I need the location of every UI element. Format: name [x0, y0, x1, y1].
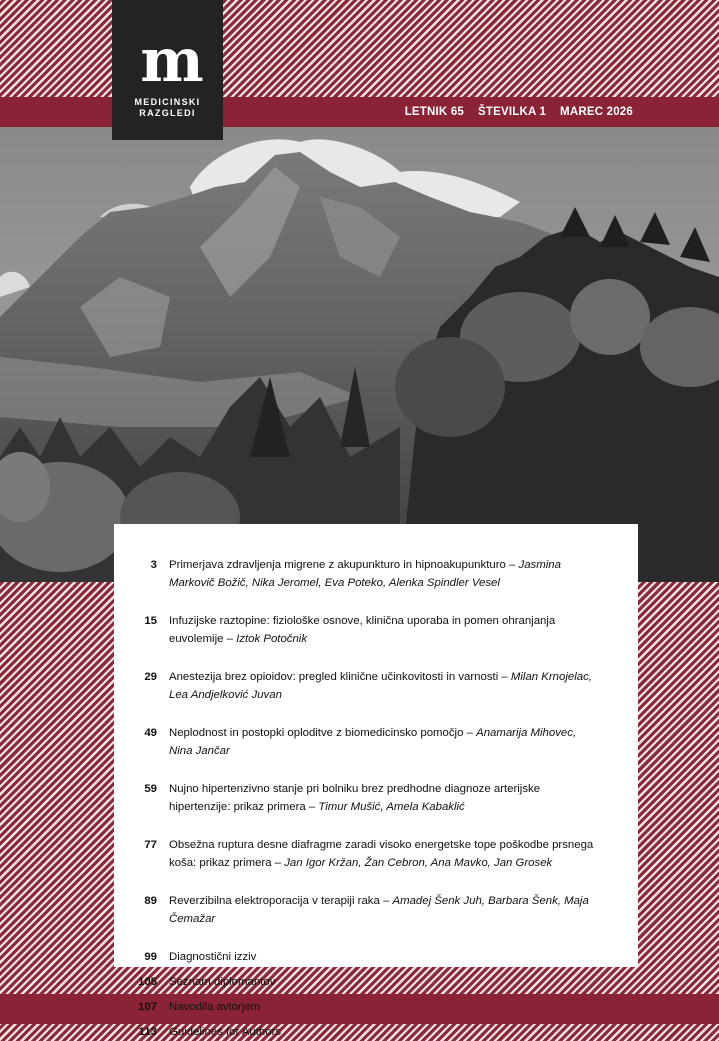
toc-title: Seznam diplomantov: [169, 976, 276, 988]
toc-entry: [114, 780, 638, 816]
journal-logo: [112, 0, 223, 140]
toc-title: Nujno hipertenzivno stanje pri bolniku brez predhodne diagnoze arterijske hipertenzije: prikaz primera –: [169, 783, 541, 813]
toc-authors: Jasmina Markovič Božič, Nika Jeromel, Eva Poteko, Alenka Spindler Vesel: [169, 559, 561, 589]
issue-number: ŠTEVILKA 1: [478, 106, 547, 118]
toc-entry-text: [169, 724, 601, 760]
toc-page-number: 107: [137, 1001, 157, 1013]
toc-entry: [114, 836, 638, 872]
toc-entry: [114, 668, 638, 704]
toc-entry: [114, 998, 638, 1016]
toc-title: Guidelines for Authors: [169, 1026, 282, 1038]
toc-entry-text: [169, 1023, 601, 1041]
toc-page-number: 113: [138, 1026, 157, 1038]
toc-entry: [114, 724, 638, 760]
toc-authors: Anamarija Mihovec, Nina Jančar: [169, 727, 577, 757]
toc-title: Anestezija brez opioidov: pregled klinične učinkovitosti in varnosti –: [169, 671, 511, 683]
journal-name-line1: MEDICINSKI: [134, 97, 201, 107]
toc-entry-text: [169, 948, 601, 966]
toc-entry-text: [169, 780, 601, 816]
toc-entry-text: [169, 973, 601, 991]
toc-page-number: 77: [144, 839, 157, 851]
toc-authors: Timur Mušić, Amela Kabaklić: [318, 801, 465, 813]
toc-entry-text: [169, 668, 601, 704]
toc-entry-text: [169, 836, 601, 872]
toc-entry: [114, 1023, 638, 1041]
toc-authors: Iztok Potočnik: [236, 633, 308, 645]
toc-title: Infuzijske raztopine: fiziološke osnove, klinična uporaba in pomen ohranjanja euvolemije –: [169, 615, 556, 645]
toc-entry: [114, 973, 638, 991]
toc-entry: [114, 892, 638, 928]
toc-title: Reverzibilna elektroporacija v terapiji raka –: [169, 895, 393, 907]
toc-page-number: 59: [144, 783, 157, 795]
toc-authors: Amadej Šenk Juh, Barbara Šenk, Maja Čemažar: [169, 895, 589, 925]
toc-page-number: 49: [144, 727, 157, 739]
toc-title: Diagnostični izziv: [169, 951, 257, 963]
journal-name-line2: RAZGLEDI: [139, 108, 196, 118]
issue-date: MAREC 2026: [560, 106, 633, 118]
toc-page-number: 29: [144, 671, 157, 683]
toc-page-number: 15: [144, 615, 157, 627]
toc-page-number: 89: [144, 895, 157, 907]
toc-page-number: 3: [150, 559, 157, 571]
toc-title: Primerjava zdravljenja migrene z akupunkturo in hipnoakupunkturo –: [169, 559, 519, 571]
toc-title: Neplodnost in postopki oploditve z biomedicinsko pomočjo –: [169, 727, 477, 739]
issue-info: [391, 97, 633, 127]
toc-entry: [114, 612, 638, 648]
toc-title: Obsežna ruptura desne diafragme zaradi visoko energetske tope poškodbe prsnega koša: prikaz primera –: [169, 839, 594, 869]
toc-authors: Jan Igor Kržan, Žan Cebron, Ana Mavko, Jan Grosek: [284, 857, 553, 869]
toc-entry-text: [169, 612, 601, 648]
toc-entry-text: [169, 892, 601, 928]
toc-authors: Milan Krnojelac, Lea Andjelković Juvan: [169, 671, 592, 701]
table-of-contents: [114, 524, 638, 1038]
issue-volume: LETNIK 65: [404, 106, 465, 118]
cover-photo: [0, 127, 719, 582]
toc-list: [114, 556, 638, 1041]
toc-page-number: 105: [137, 976, 157, 988]
toc-entry-text: [169, 998, 601, 1016]
toc-entry: [114, 948, 638, 966]
journal-name: [112, 97, 223, 119]
toc-title: Navodila avtorjem: [169, 1001, 261, 1013]
toc-entry-text: [169, 556, 601, 592]
toc-page-number: 99: [144, 951, 157, 963]
logo-mark: m: [140, 26, 195, 96]
toc-entry: [114, 556, 638, 592]
